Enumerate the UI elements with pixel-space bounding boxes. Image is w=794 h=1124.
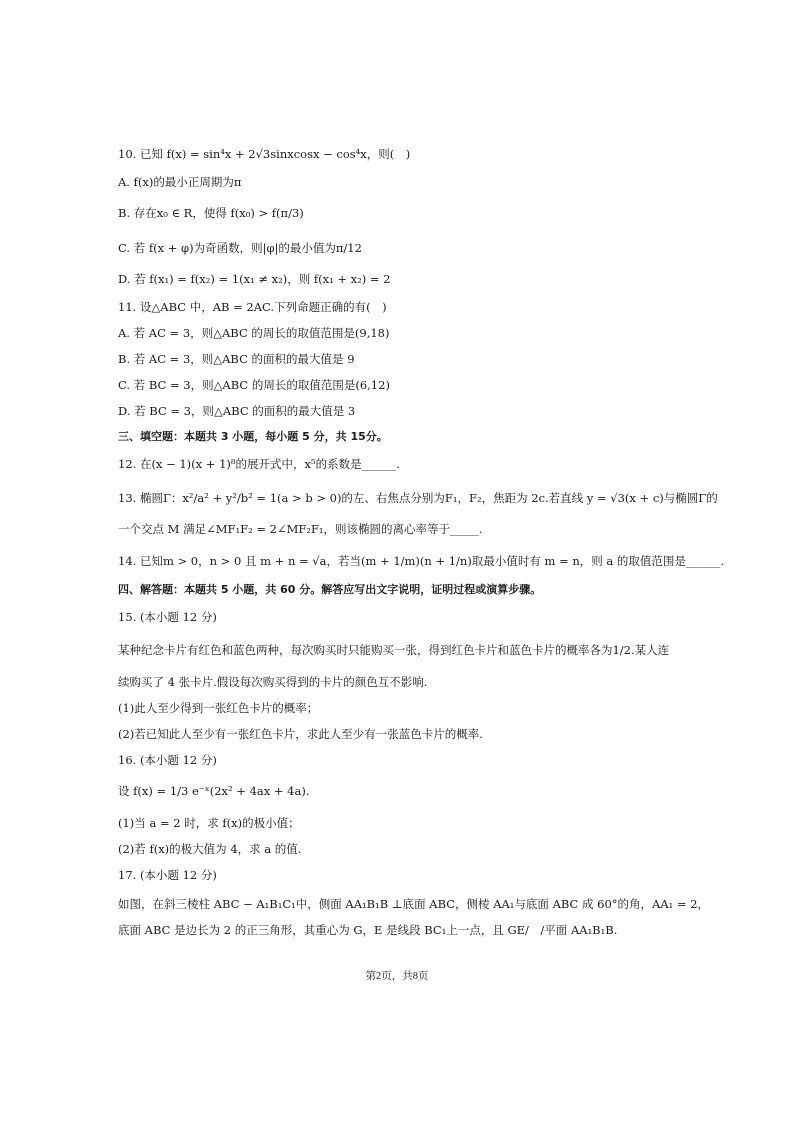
section-3-heading: 三、填空题：本题共 3 小题，每小题 5 分，共 15分。: [118, 430, 388, 443]
q15-part2: (2)若已知此人至少有一张红色卡片，求此人至少有一张蓝色卡片的概率.: [118, 727, 483, 741]
q16-stem: 设 f(x) = 1/3 e⁻ˣ(2x² + 4ax + 4a).: [118, 784, 310, 798]
q16-part2: (2)若 f(x)的极大值为 4，求 a 的值.: [118, 842, 302, 856]
q16-title: 16. (本小题 12 分): [118, 753, 217, 767]
q17-line2: 底面 ABC 是边长为 2 的正三角形，其重心为 G，E 是线段 BC₁上一点，且 GE/ /平面 AA₁B₁B.: [118, 923, 618, 937]
q11-option-b: B. 若 AC = 3，则△ABC 的面积的最大值是 9: [118, 352, 355, 366]
q12: 12. 在(x − 1)(x + 1)⁸的展开式中，x⁵的系数是______.: [118, 457, 400, 471]
q13-line1: 13. 椭圆Γ：x²/a² + y²/b² = 1(a > b > 0)的左、右焦点分别为F₁，F₂，焦距为 2c.若直线 y = √3(x + c)与椭圆Γ的: [118, 491, 718, 505]
q17-title: 17. (本小题 12 分): [118, 868, 217, 882]
q15-line1: 某种纪念卡片有红色和蓝色两种，每次购买时只能购买一张，得到红色卡片和蓝色卡片的概率各为1/2.某人连: [118, 643, 670, 657]
q15-title: 15. (本小题 12 分): [118, 610, 217, 624]
q14: 14. 已知m > 0，n > 0 且 m + n = √a，若当(m + 1/m)(n + 1/n)取最小值时有 m = n，则 a 的取值范围是______.: [118, 554, 725, 568]
q11-option-c: C. 若 BC = 3，则△ABC 的周长的取值范围是(6,12): [118, 378, 390, 392]
q11-option-d: D. 若 BC = 3，则△ABC 的面积的最大值是 3: [118, 404, 356, 418]
q17-line1: 如图，在斜三棱柱 ABC − A₁B₁C₁中，侧面 AA₁B₁B ⊥底面 ABC，侧棱 AA₁与底面 ABC 成 60°的角，AA₁ = 2，: [118, 897, 710, 911]
q10-option-a: A. f(x)的最小正周期为π: [118, 175, 242, 189]
q10-stem: 10. 已知 f(x) = sin⁴x + 2√3sinxcosx − cos⁴x，则( ): [118, 147, 411, 161]
section-4-heading: 四、解答题：本题共 5 小题，共 60 分。解答应写出文字说明，证明过程或演算步骤。: [118, 583, 542, 596]
q10-option-b: B. 存在x₀ ∈ R，使得 f(x₀) > f(π/3): [118, 206, 304, 220]
q10-option-d: D. 若 f(x₁) = f(x₂) = 1(x₁ ≠ x₂)，则 f(x₁ + x₂) = 2: [118, 272, 391, 286]
q13-line2: 一个交点 M 满足∠MF₁F₂ = 2∠MF₂F₁，则该椭圆的离心率等于_____.: [118, 522, 483, 536]
q10-option-c: C. 若 f(x + φ)为奇函数，则|φ|的最小值为π/12: [118, 241, 362, 255]
q15-part1: (1)此人至少得到一张红色卡片的概率；: [118, 701, 319, 715]
q11-option-a: A. 若 AC = 3，则△ABC 的周长的取值范围是(9,18): [118, 326, 390, 340]
q11-stem: 11. 设△ABC 中，AB = 2AC.下列命题正确的有( ): [118, 300, 387, 314]
page-number-footer: 第2页，共8页: [365, 971, 429, 982]
q16-part1: (1)当 a = 2 时，求 f(x)的极小值；: [118, 816, 300, 830]
q15-line2: 续购买了 4 张卡片.假设每次购买得到的卡片的颜色互不影响.: [118, 675, 428, 689]
